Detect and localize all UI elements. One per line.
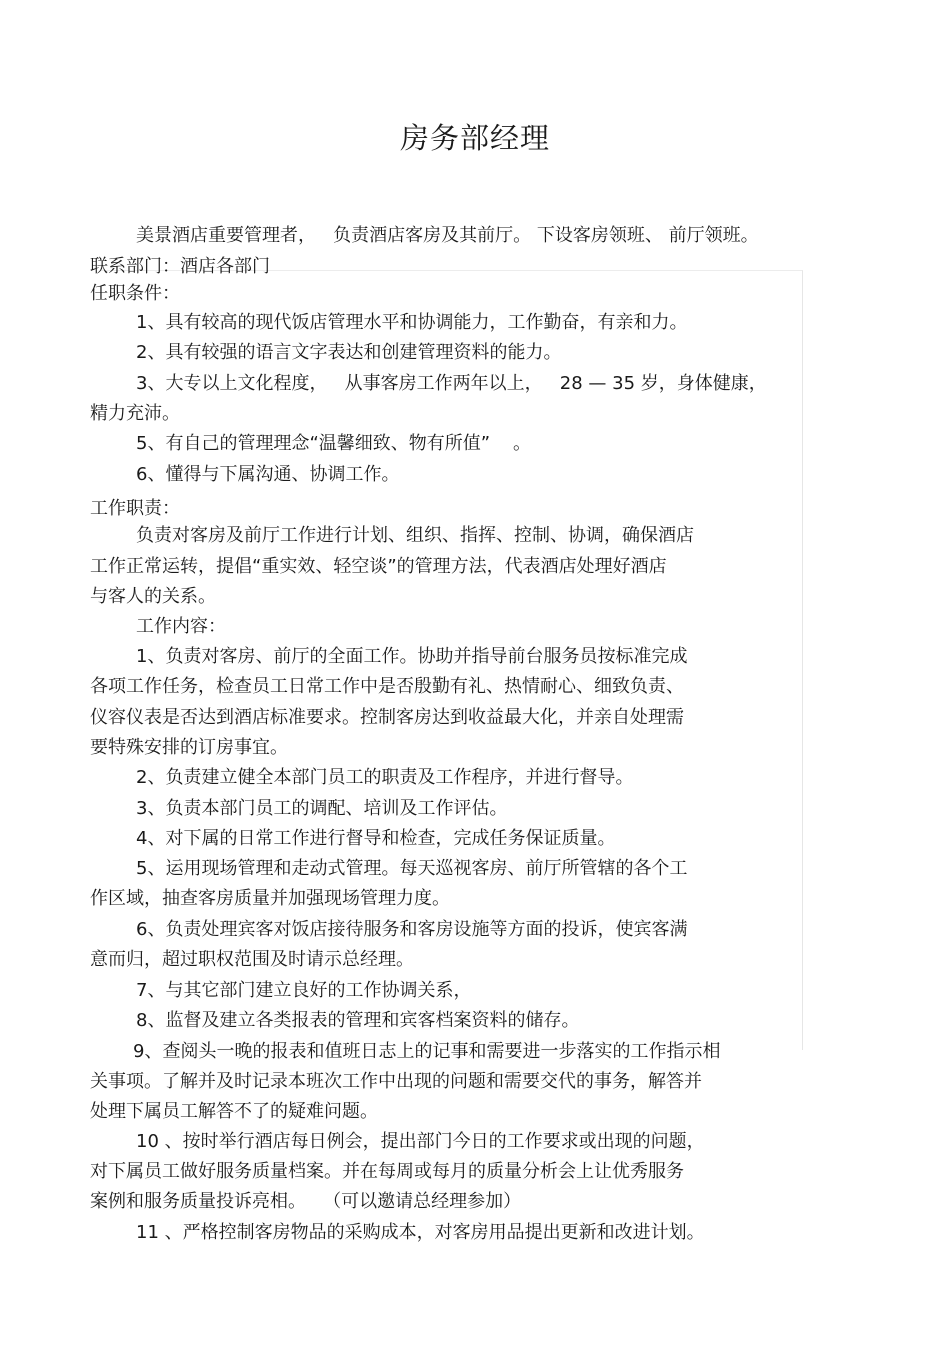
requirement-item: 5、有自己的管理理念“温馨细致、物有所值” 。 <box>136 433 531 454</box>
content-item-continued: 关事项。了解并及时记录本班次工作中出现的问题和需要交代的事务，解答并 <box>90 1071 702 1092</box>
section-heading-duties: 工作职责： <box>90 498 180 519</box>
content-item: 4、对下属的日常工作进行督导和检查，完成任务保证质量。 <box>136 828 616 849</box>
content-item: 6、负责处理宾客对饭店接待服务和客房设施等方面的投诉，使宾客满 <box>136 919 688 940</box>
requirement-item-continued: 精力充沛。 <box>90 403 180 424</box>
content-item: 7、与其它部门建立良好的工作协调关系， <box>136 980 472 1001</box>
content-item: 3、负责本部门员工的调配、培训及工作评估。 <box>136 798 508 819</box>
section-heading-content: 工作内容： <box>136 616 226 637</box>
content-item-continued: 意而归，超过职权范围及时请示总经理。 <box>90 949 414 970</box>
section-heading-requirements: 任职条件： <box>90 283 180 304</box>
content-item-continued: 要特殊安排的订房事宜。 <box>90 737 288 758</box>
intro-line: 美景酒店重要管理者， 负责酒店客房及其前厅。 下设客房领班、 前厅领班。 <box>136 225 759 246</box>
requirement-item: 6、懂得与下属沟通、协调工作。 <box>136 464 400 485</box>
duties-paragraph: 工作正常运转，提倡“重实效、轻空谈”的管理方法，代表酒店处理好酒店 <box>90 556 667 577</box>
content-item: 5、运用现场管理和走动式管理。每天巡视客房、前厅所管辖的各个工 <box>136 858 688 879</box>
duties-paragraph: 与客人的关系。 <box>90 586 216 607</box>
content-item-continued: 案例和服务质量投诉亮相。 （可以邀请总经理参加） <box>90 1191 522 1212</box>
content-item-continued: 处理下属员工解答不了的疑难问题。 <box>90 1101 378 1122</box>
content-item: 1、负责对客房、前厅的全面工作。协助并指导前台服务员按标准完成 <box>136 646 688 667</box>
content-item-continued: 各项工作任务，检查员工日常工作中是否殷勤有礼、热情耐心、细致负责、 <box>90 676 684 697</box>
duties-paragraph: 负责对客房及前厅工作进行计划、组织、指挥、控制、协调，确保酒店 <box>136 525 694 546</box>
requirement-item: 3、大专以上文化程度， 从事客房工作两年以上， 28 — 35 岁，身体健康， <box>136 373 767 394</box>
content-item: 9、查阅头一晚的报表和值班日志上的记事和需要进一步落实的工作指示相 <box>133 1041 721 1062</box>
document-title: 房务部经理 <box>399 121 550 155</box>
contact-department: 联系部门：酒店各部门 <box>90 256 270 277</box>
content-item-continued: 对下属员工做好服务质量档案。并在每周或每月的质量分析会上让优秀服务 <box>90 1161 684 1182</box>
requirement-item: 2、具有较强的语言文字表达和创建管理资料的能力。 <box>136 342 562 363</box>
content-item-continued: 仪容仪表是否达到酒店标准要求。控制客房达到收益最大化，并亲自处理需 <box>90 707 684 728</box>
content-item: 10 、按时举行酒店每日例会，提出部门今日的工作要求或出现的问题， <box>136 1131 705 1152</box>
content-item: 8、监督及建立各类报表的管理和宾客档案资料的储存。 <box>136 1010 580 1031</box>
content-item-continued: 作区域，抽查客房质量并加强现场管理力度。 <box>90 888 450 909</box>
content-item: 11 、严格控制客房物品的采购成本，对客房用品提出更新和改进计划。 <box>136 1222 705 1243</box>
content-item: 2、负责建立健全本部门员工的职责及工作程序，并进行督导。 <box>136 767 634 788</box>
requirement-item: 1、具有较高的现代饭店管理水平和协调能力，工作勤奋，有亲和力。 <box>136 312 688 333</box>
